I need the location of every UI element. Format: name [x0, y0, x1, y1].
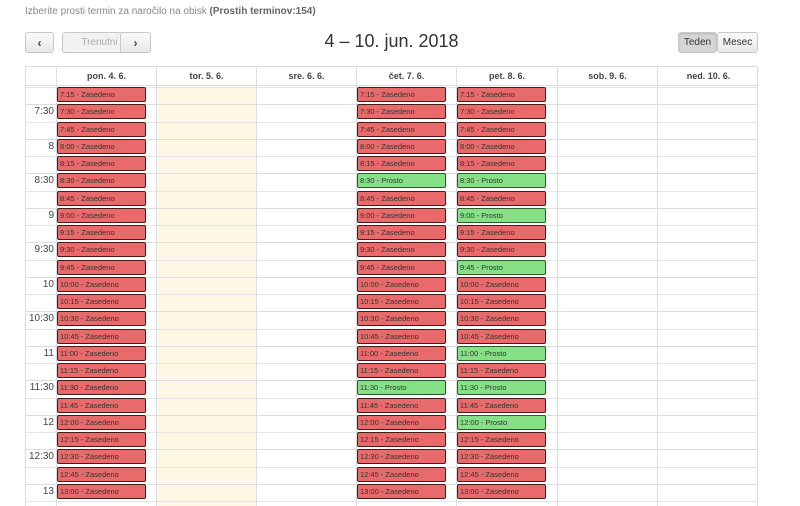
busy-slot[interactable]: 7:15 - Zasedeno: [57, 87, 146, 102]
time-label: 12: [42, 416, 54, 428]
busy-slot[interactable]: 8:45 - Zasedeno: [357, 191, 446, 206]
time-label: 8: [48, 140, 54, 152]
date-range-title: 4 – 10. jun. 2018: [324, 31, 459, 51]
busy-slot[interactable]: 10:45 - Zasedeno: [57, 329, 146, 344]
busy-slot[interactable]: 11:00 - Zasedeno: [357, 346, 446, 361]
busy-slot[interactable]: 8:00 - Zasedeno: [57, 139, 146, 154]
busy-slot[interactable]: 12:45 - Zasedeno: [57, 467, 146, 482]
calendar-toolbar: [25, 32, 758, 54]
busy-slot[interactable]: 10:30 - Zasedeno: [457, 311, 546, 326]
free-slot[interactable]: 8:30 - Prosto: [457, 173, 546, 188]
time-label: 11:30: [29, 382, 54, 394]
instruction-label: Izberite prosti termin za naročilo na obisk: [25, 6, 207, 17]
busy-slot[interactable]: 11:45 - Zasedeno: [357, 398, 446, 413]
day-header-1: tor. 5. 6.: [156, 67, 256, 85]
busy-slot[interactable]: 10:45 - Zasedeno: [457, 329, 546, 344]
today-button[interactable]: Trenutni: [62, 32, 137, 53]
time-label: 10:30: [28, 313, 54, 325]
busy-slot[interactable]: 11:45 - Zasedeno: [457, 398, 546, 413]
busy-slot[interactable]: 11:15 - Zasedeno: [457, 363, 546, 378]
free-slot[interactable]: 8:30 - Prosto: [357, 173, 446, 188]
free-slot[interactable]: 11:00 - Prosto: [457, 346, 546, 361]
busy-slot[interactable]: 7:45 - Zasedeno: [357, 122, 446, 137]
busy-slot[interactable]: 7:45 - Zasedeno: [457, 122, 546, 137]
time-grid: [26, 86, 757, 506]
busy-slot[interactable]: 10:30 - Zasedeno: [57, 311, 146, 326]
busy-slot[interactable]: 12:15 - Zasedeno: [457, 432, 546, 447]
busy-slot[interactable]: 9:00 - Zasedeno: [57, 208, 146, 223]
chevron-right-icon: ›: [133, 35, 138, 50]
busy-slot[interactable]: 11:30 - Zasedeno: [57, 380, 146, 395]
busy-slot[interactable]: 10:15 - Zasedeno: [457, 294, 546, 309]
busy-slot[interactable]: 10:00 - Zasedeno: [357, 277, 446, 292]
day-header-4: pet. 8. 6.: [456, 67, 557, 85]
busy-slot[interactable]: 7:15 - Zasedeno: [457, 87, 546, 102]
column-divider: [256, 86, 257, 506]
day-header-3: čet. 7. 6.: [356, 67, 456, 85]
time-label: 9:30: [34, 244, 54, 256]
busy-slot[interactable]: 12:45 - Zasedeno: [457, 467, 546, 482]
free-slot[interactable]: 11:30 - Prosto: [457, 380, 546, 395]
busy-slot[interactable]: 9:15 - Zasedeno: [57, 225, 146, 240]
instruction-text: [25, 6, 316, 17]
busy-slot[interactable]: 8:45 - Zasedeno: [457, 191, 546, 206]
today-column: [157, 86, 256, 506]
time-label: 7:30: [34, 106, 54, 118]
free-slot[interactable]: 11:30 - Prosto: [357, 380, 446, 395]
free-slot[interactable]: 9:45 - Prosto: [457, 260, 546, 275]
busy-slot[interactable]: 10:00 - Zasedeno: [457, 277, 546, 292]
column-divider: [657, 86, 658, 506]
busy-slot[interactable]: 13:00 - Zasedeno: [357, 484, 446, 499]
busy-slot[interactable]: 8:30 - Zasedeno: [57, 173, 146, 188]
time-label: 11: [43, 347, 54, 359]
busy-slot[interactable]: 8:15 - Zasedeno: [457, 156, 546, 171]
busy-slot[interactable]: 10:45 - Zasedeno: [357, 329, 446, 344]
busy-slot[interactable]: 9:45 - Zasedeno: [357, 260, 446, 275]
busy-slot[interactable]: 9:00 - Zasedeno: [357, 208, 446, 223]
busy-slot[interactable]: 7:30 - Zasedeno: [457, 104, 546, 119]
busy-slot[interactable]: 12:15 - Zasedeno: [57, 432, 146, 447]
busy-slot[interactable]: 11:00 - Zasedeno: [57, 346, 146, 361]
day-header-6: ned. 10. 6.: [657, 67, 758, 85]
busy-slot[interactable]: 9:45 - Zasedeno: [57, 260, 146, 275]
week-calendar: [25, 66, 758, 506]
busy-slot[interactable]: 8:00 - Zasedeno: [357, 139, 446, 154]
busy-slot[interactable]: 12:30 - Zasedeno: [357, 449, 446, 464]
busy-slot[interactable]: 7:45 - Zasedeno: [57, 122, 146, 137]
slot-line: [26, 501, 757, 502]
busy-slot[interactable]: 10:00 - Zasedeno: [57, 277, 146, 292]
busy-slot[interactable]: 12:30 - Zasedeno: [57, 449, 146, 464]
column-divider: [557, 86, 558, 506]
busy-slot[interactable]: 11:15 - Zasedeno: [57, 363, 146, 378]
busy-slot[interactable]: 7:30 - Zasedeno: [357, 104, 446, 119]
time-label: 13: [42, 485, 54, 497]
free-slots-count: (Prostih terminov:154): [209, 6, 316, 17]
time-label: 9: [48, 209, 54, 221]
time-label: 12:30: [28, 451, 54, 463]
busy-slot[interactable]: 9:15 - Zasedeno: [357, 225, 446, 240]
day-header-row: [26, 67, 757, 86]
busy-slot[interactable]: 12:30 - Zasedeno: [457, 449, 546, 464]
busy-slot[interactable]: 10:30 - Zasedeno: [357, 311, 446, 326]
busy-slot[interactable]: 11:45 - Zasedeno: [57, 398, 146, 413]
busy-slot[interactable]: 8:00 - Zasedeno: [457, 139, 546, 154]
busy-slot[interactable]: 12:00 - Zasedeno: [357, 415, 446, 430]
column-divider: [156, 86, 157, 506]
week-view-button[interactable]: Teden: [678, 32, 717, 53]
busy-slot[interactable]: 13:00 - Zasedeno: [57, 484, 146, 499]
busy-slot[interactable]: 9:30 - Zasedeno: [57, 242, 146, 257]
month-view-button[interactable]: Mesec: [717, 32, 758, 53]
chevron-left-icon: ‹: [37, 35, 42, 50]
busy-slot[interactable]: 9:15 - Zasedeno: [457, 225, 546, 240]
busy-slot[interactable]: 12:00 - Zasedeno: [57, 415, 146, 430]
day-header-2: sre. 6. 6.: [256, 67, 356, 85]
day-header-0: pon. 4. 6.: [56, 67, 156, 85]
busy-slot[interactable]: 7:15 - Zasedeno: [357, 87, 446, 102]
time-label: 10: [42, 278, 54, 290]
time-label: 8:30: [34, 175, 54, 187]
busy-slot[interactable]: 8:15 - Zasedeno: [57, 156, 146, 171]
day-header-5: sob. 9. 6.: [557, 67, 657, 85]
busy-slot[interactable]: 8:45 - Zasedeno: [57, 191, 146, 206]
free-slot[interactable]: 9:00 - Prosto: [457, 208, 546, 223]
busy-slot[interactable]: 12:45 - Zasedeno: [357, 467, 446, 482]
busy-slot[interactable]: 10:15 - Zasedeno: [57, 294, 146, 309]
free-slot[interactable]: 12:00 - Prosto: [457, 415, 546, 430]
busy-slot[interactable]: 12:15 - Zasedeno: [357, 432, 446, 447]
busy-slot[interactable]: 10:15 - Zasedeno: [357, 294, 446, 309]
busy-slot[interactable]: 7:30 - Zasedeno: [57, 104, 146, 119]
busy-slot[interactable]: 9:30 - Zasedeno: [457, 242, 546, 257]
busy-slot[interactable]: 11:15 - Zasedeno: [357, 363, 446, 378]
busy-slot[interactable]: 8:15 - Zasedeno: [357, 156, 446, 171]
busy-slot[interactable]: 9:30 - Zasedeno: [357, 242, 446, 257]
busy-slot[interactable]: 13:00 - Zasedeno: [457, 484, 546, 499]
